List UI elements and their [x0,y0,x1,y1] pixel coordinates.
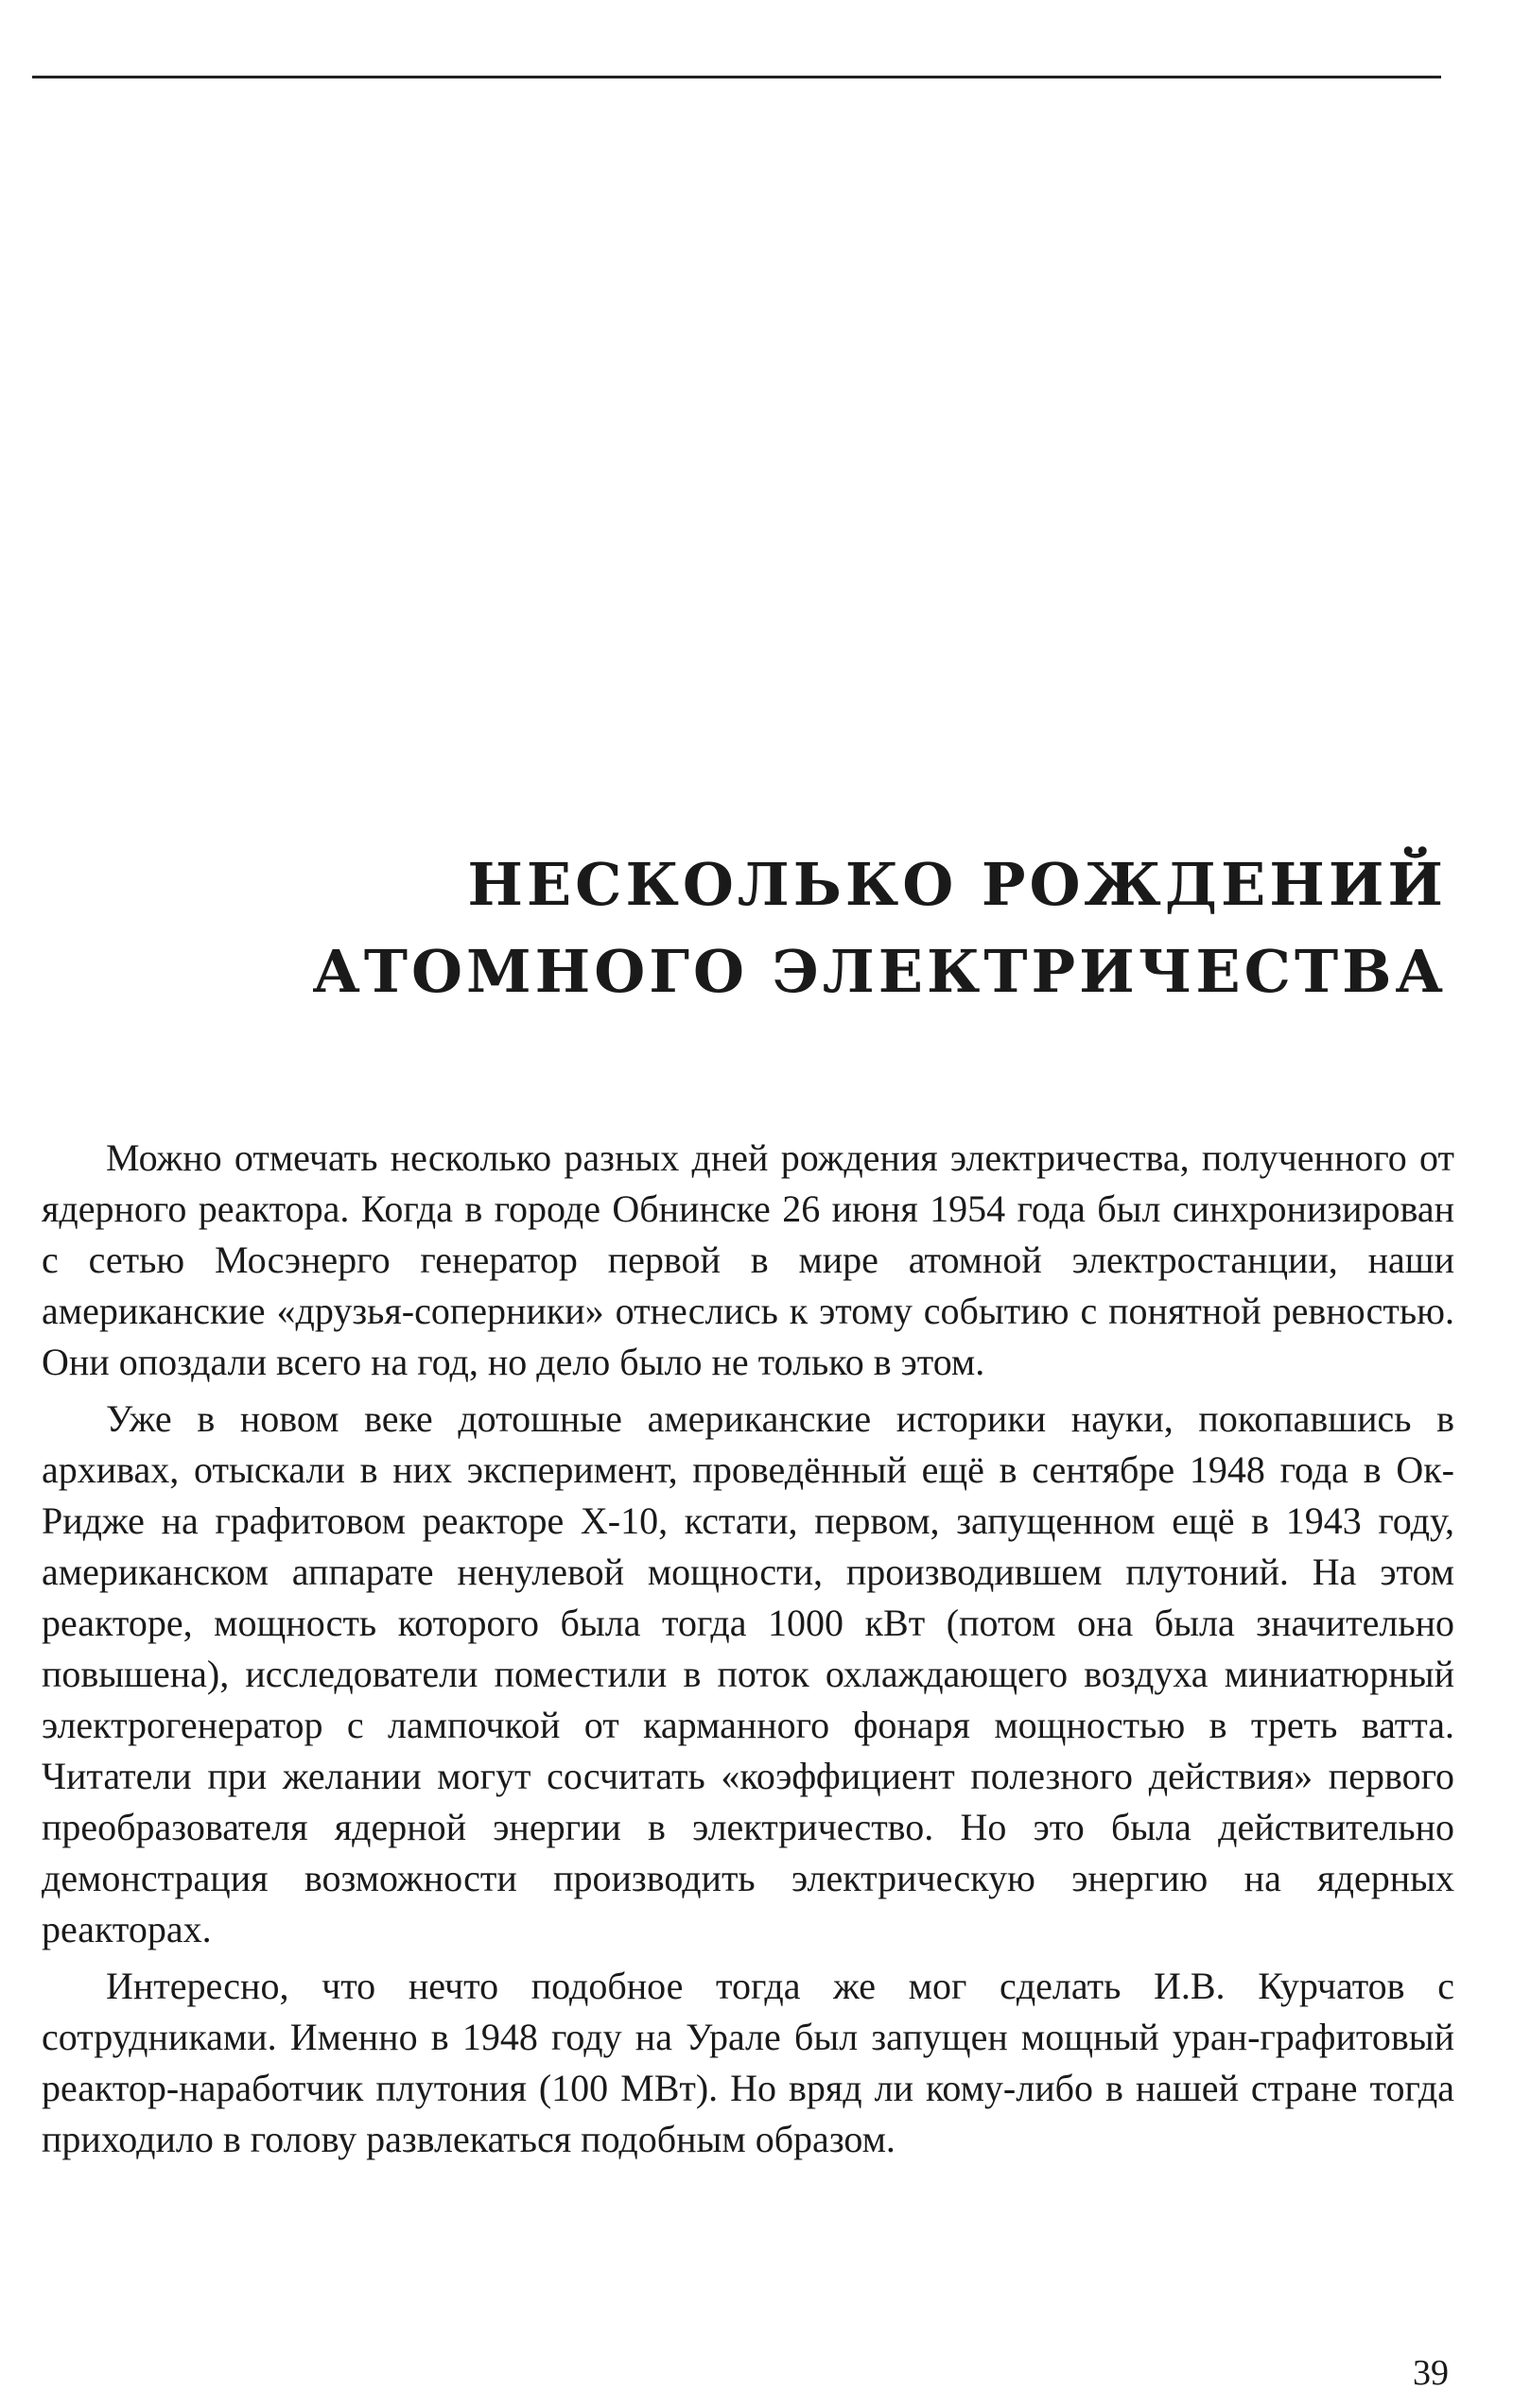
paragraph-1: Можно отмечать несколько разных дней рождения электричества, полученного от ядерного реактора. Когда в городе Обнинске 26 июня 1954 года был синхронизирован с сетью Мосэнерго генератор первой в мире атомной электростанции, наши американские «друзья-соперники» отнеслись к этому событию с понятной ревностью. Они опоздали всего на год, но дело было не только в этом. [42,1136,1454,1383]
paragraph-3: Интересно, что нечто подобное тогда же мог сделать И.В. Курчатов с сотрудниками. Именно в 1948 году на Урале был запущен мощный уран-графитовый реактор-наработчик плутония (100 МВт). Но вряд ли кому-либо в нашей стране тогда приходило в голову развлекаться подобным образом. [42,1965,1454,2160]
paragraph-2: Уже в новом веке дотошные американские историки науки, покопавшись в архивах, отыскали в них эксперимент, проведённый ещё в сентябре 1948 года в Ок-Ридже на графитовом реакторе X-10, кстати, первом, запущенном ещё в 1943 году, американском аппарате ненулевой мощности, производившем плутоний. На этом реакторе, мощность которого была тогда 1000 кВт (потом она была значительно повышена), исследователи поместили в поток охлаждающего воздуха миниатюрный электрогенератор с лампочкой от карманного фонаря мощностью в треть ватта. Читатели при желании могут сосчитать «коэффициент полезного действия» первого преобразователя ядерной энергии в электричество. Но это была действительно демонстрация возможности производить электрическую энергию на ядерных реакторах. [42,1397,1454,1950]
chapter-title-line-1: НЕСКОЛЬКО РОЖДЕНИЙ [467,850,1447,919]
page-number: 39 [1413,2353,1449,2393]
chapter-title-line-2: АТОМНОГО ЭЛЕКТРИЧЕСТВА [312,937,1447,1006]
top-rule [32,76,1441,78]
chapter-title [312,841,1447,1015]
body-text [42,1133,1454,2171]
